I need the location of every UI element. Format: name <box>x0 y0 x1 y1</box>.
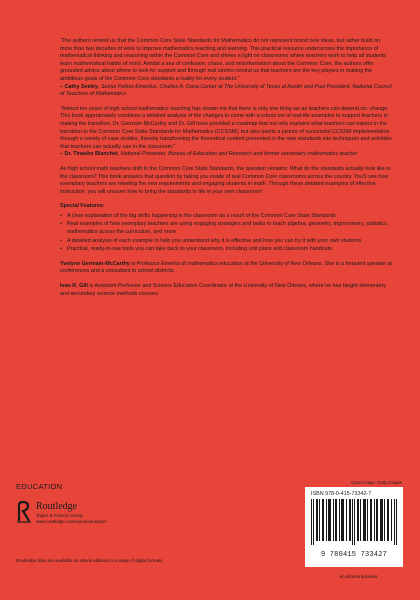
endorsement-2 <box>60 106 392 159</box>
endorsement-quote: “The authors remind us that the Common Core State Standards for Mathematics do not represent brand new ideas, but rather build on more than two decades of work to improve mathematics teaching and learning. This practical resource underscores the importance of mathematical thinking and reasoning within the Common Core and shines a light on classrooms where teachers work to help all students learn mathematical habits of mind. Amidst a sea of confusion, chaos, and misinformation about the Common Core, the authors offer grounded advice about where to look for support and through real stories remind us that teachers are the key players in making the ambitious goals of the Common Core standards a reality for every student.” <box>60 38 387 82</box>
feature-item: • A detailed analysis of each example to help you understand why it is effective and how you can try it with your own students <box>67 238 392 246</box>
endorser-affiliation: , National Presenter, Bureau of Education and Research and former secondary mathematics teacher <box>117 151 358 158</box>
category-label: EDUCATION <box>16 482 63 491</box>
isbn-label: ISBN 978-0-415-73342-7 <box>311 491 372 497</box>
endorser-name: – Dr. Tinashe Blanchet <box>60 151 118 158</box>
author-name: Ivan R. Gill <box>60 283 88 290</box>
endorsement-attribution <box>60 151 392 159</box>
barcode-number: 9 780415 733427 <box>320 551 387 559</box>
author-bio-text: is Assistant Professor and Science Education Coordinator at the University of New Orleans, where he has taught elementary and secondary science methods courses. <box>60 283 386 297</box>
author-bio-1 <box>60 261 392 276</box>
back-cover-text <box>60 38 392 538</box>
barcode-panel <box>305 487 403 567</box>
author-name: Yvelyne Germain-McCarthy <box>60 260 130 267</box>
features-list <box>60 213 392 254</box>
publisher-subtitle: Taylor & Francis Group <box>36 513 83 518</box>
publisher-name: Routledge <box>36 501 78 512</box>
endorser-name: – Cathy Seeley <box>60 83 99 90</box>
book-description: As high school math teachers shift to the Common Core State Standards, the question remains: What do the standards actually look like in the classroom? This book answers that question by taking you inside of real Common Core classrooms across the country. You’ll see how exemplary teachers are meeting the new requirements and engaging students in math. Through these detailed examples of effective instruction, you will uncover how to bring the standards to life in your own classroom! <box>60 165 391 195</box>
author-bio-2 <box>60 283 392 298</box>
publisher-logo <box>16 501 136 527</box>
feature-item: • Practical, ready-to-use tools you can take back to your classroom, including unit plans and classroom handouts <box>67 246 392 254</box>
feature-item: • Real examples of how exemplary teachers are using engaging strategies and tasks to teach algebra, geometry, trigonometry, statistics, mathematics across the curriculum, and more <box>67 221 392 236</box>
barcode-icon <box>309 499 399 545</box>
routledge-logo-icon <box>16 501 32 523</box>
author-bio-text: is Professor Emerita of mathematics education at the University of New Orleans. She is a frequent speaker at conferences and a consultant to school districts. <box>60 260 392 275</box>
publisher-url[interactable]: www.routledge.com/eyeoneducation <box>36 519 107 524</box>
ebook-note: Routledge titles are available as eBook editions in a range of digital formats <box>16 558 163 563</box>
feature-item: • A clear explanation of the big shifts happening in the classroom as a result of the Common Core State Standards <box>67 213 392 221</box>
endorser-affiliation: , Senior Fellow Emeritus, Charles A. Dana Center at The University of Texas at Austin and Past President, National Council of Teachers of Mathematics <box>60 83 392 98</box>
endorsement-1 <box>60 38 392 99</box>
features-heading: Special Features: <box>60 203 105 210</box>
cover-credit: Cover image: Getty Images <box>351 480 402 485</box>
informa-label: an informa business <box>340 574 378 579</box>
endorsement-quote: “Almost ten years of high school mathematics teaching has shown me that there is only one thing we as teachers can depend on: change. This book appropriately combines a detailed analysis of the changes to come with a robust set of real-life examples to support teachers in making the transition. Dr. Germain-McCarthy and Dr. Gill have provided a roadmap that not only explains what teachers can expect in the transition to the Common Core State Standards for Mathematics (CCSSM), but also paints a picture of successful CCSSM implementation through a variety of case studies, thereby transforming the theoretical content presented in the new standards into techniques and activities that teachers can actually use in the classroom.” <box>60 105 392 150</box>
endorsement-attribution <box>60 84 392 99</box>
